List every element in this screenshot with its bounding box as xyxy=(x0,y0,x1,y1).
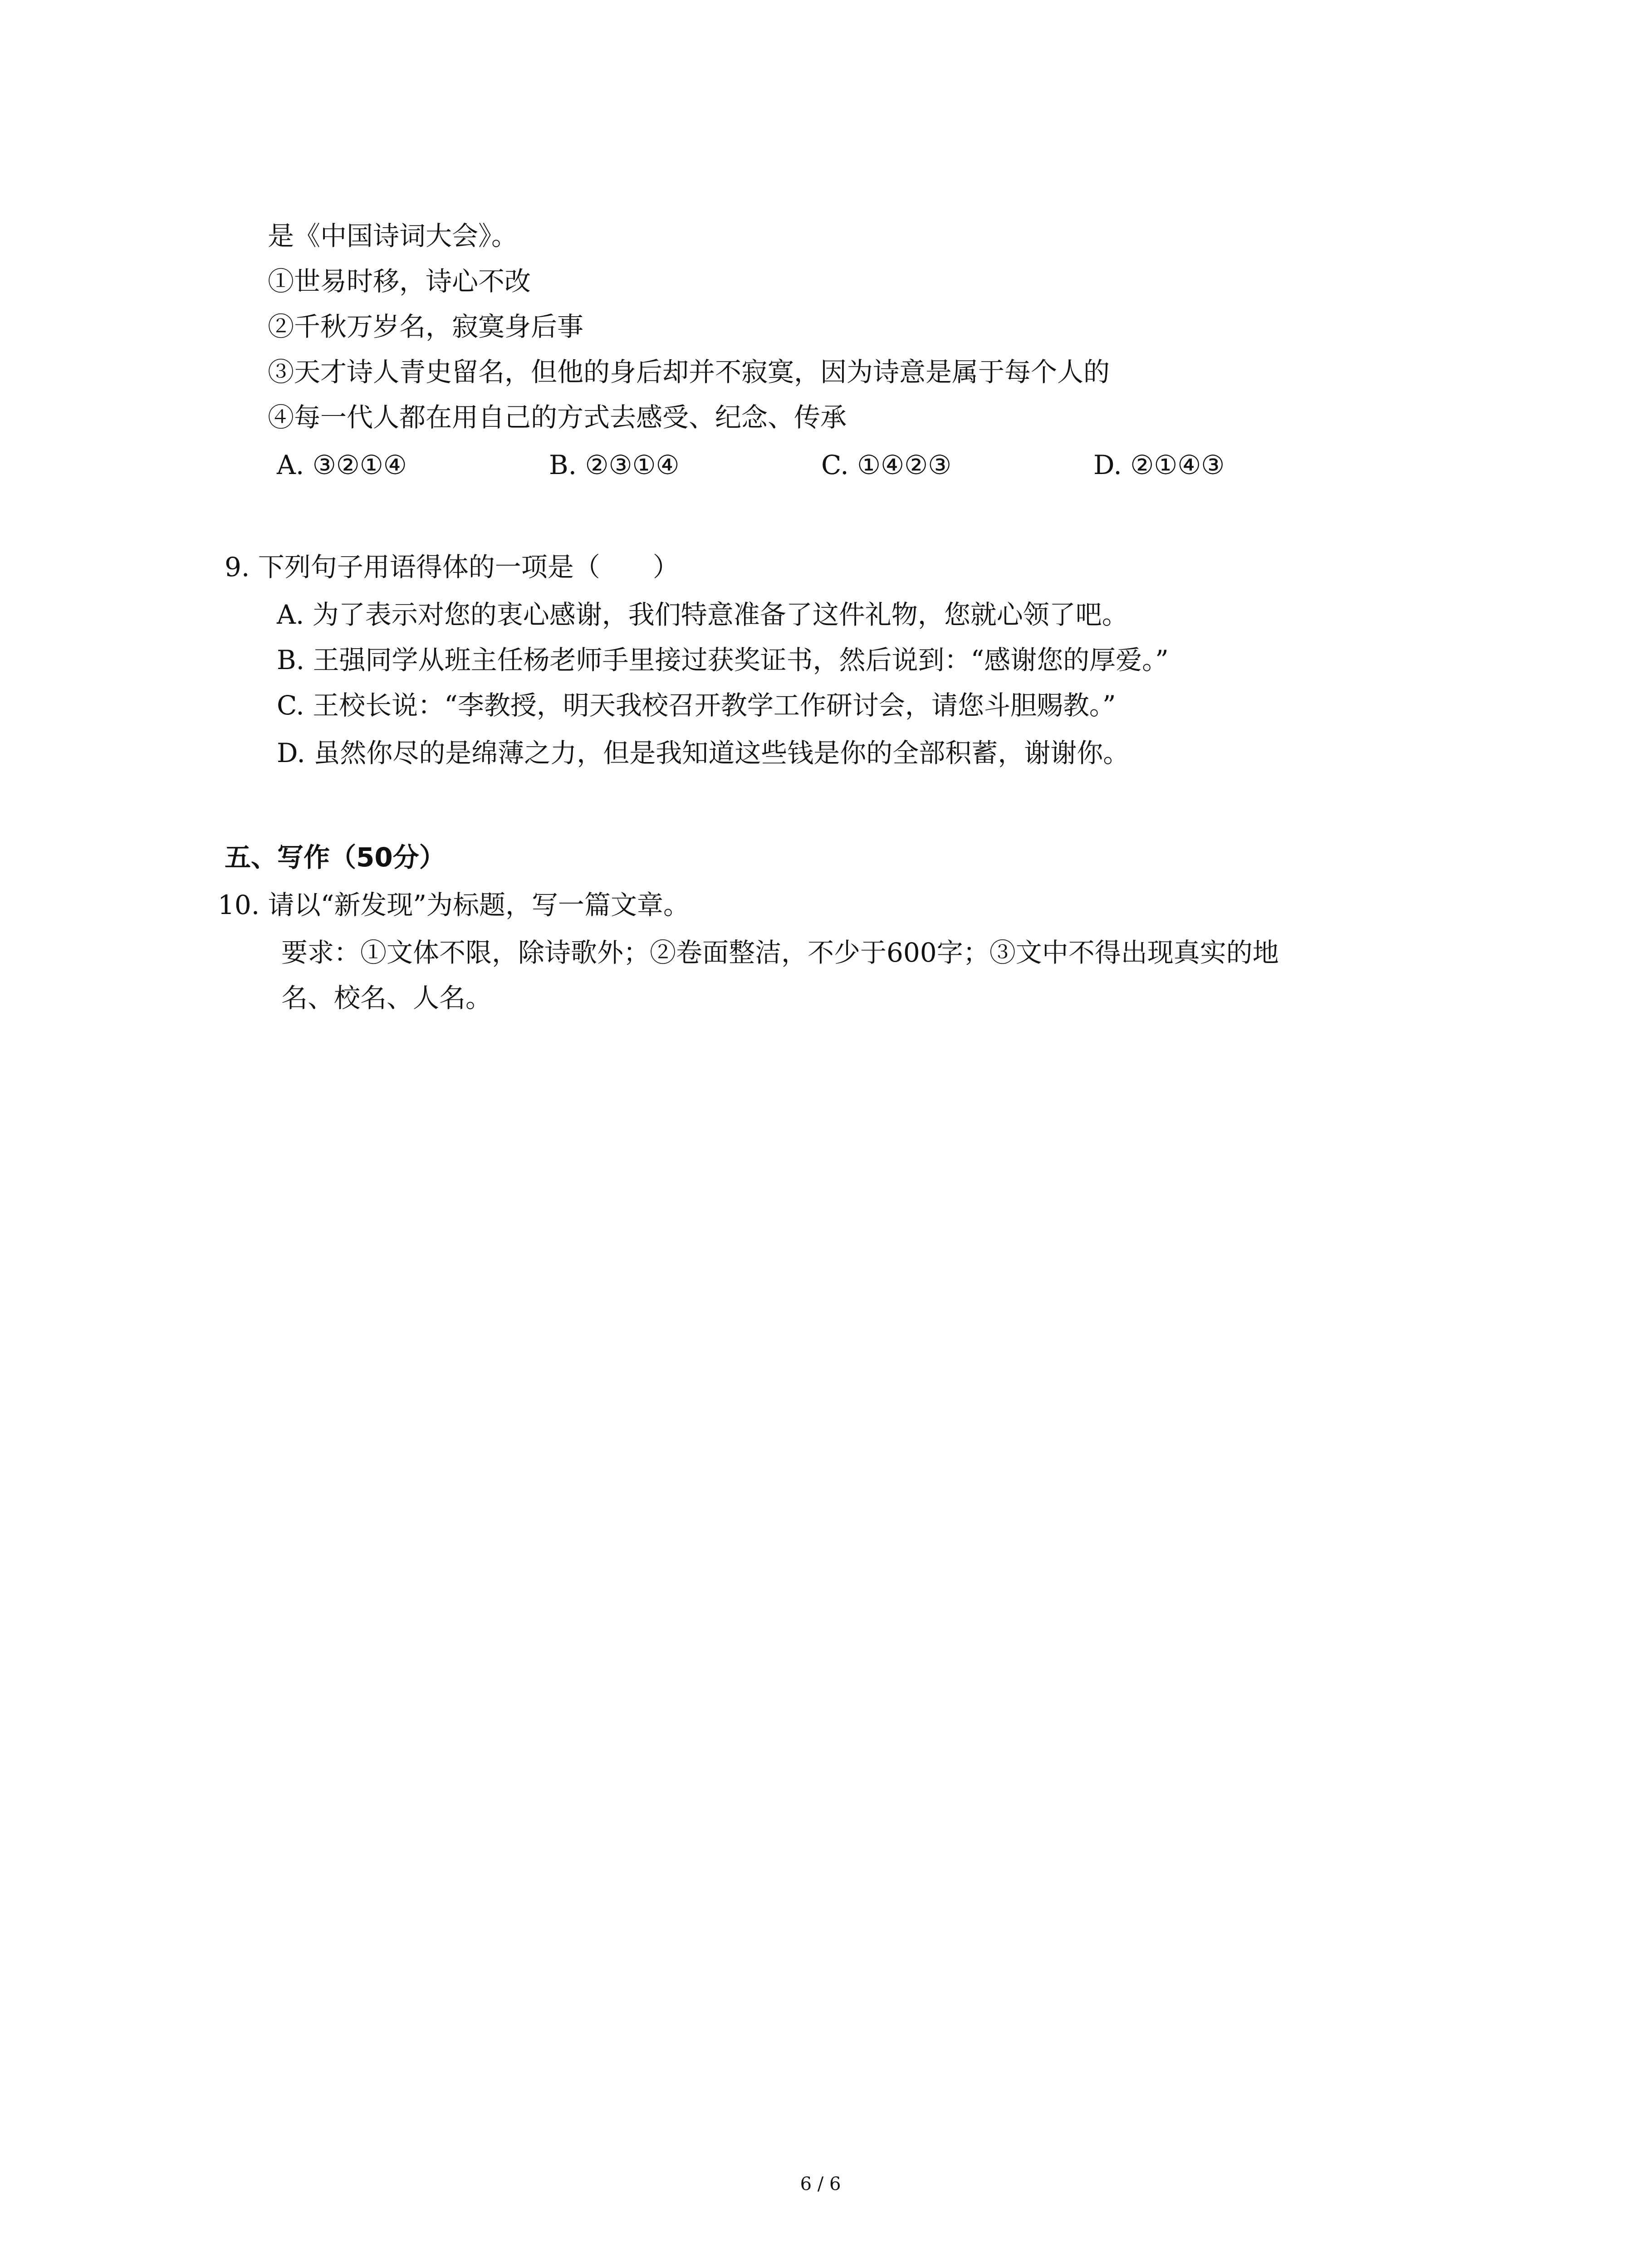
section-heading: 五、写作（50分） xyxy=(225,842,446,873)
q9-option-d: D. 虽然你尽的是绵薄之力，但是我知道这些钱是你的全部积蓄，谢谢你。 xyxy=(277,738,1130,768)
q8-item-2: ②千秋万岁名，寂寞身后事 xyxy=(268,311,584,342)
q9-option-c: C. 王校长说：“李教授，明天我校召开教学工作研讨会，请您斗胆赐教。” xyxy=(277,690,1116,721)
q8-option-b: B. ②③①④ xyxy=(549,450,680,480)
q8-item-3: ③天才诗人青史留名，但他的身后却并不寂寞，因为诗意是属于每个人的 xyxy=(268,357,1110,387)
page-number: 6 / 6 xyxy=(800,2174,841,2195)
q8-option-d: D. ②①④③ xyxy=(1093,450,1225,480)
q8-option-a: A. ③②①④ xyxy=(277,450,407,480)
q8-item-4: ④每一代人都在用自己的方式去感受、纪念、传承 xyxy=(268,402,847,433)
q10-requirements-line1: 要求：①文体不限，除诗歌外；②卷面整洁，不少于600字；③文中不得出现真实的地 xyxy=(281,937,1279,968)
q8-tail: 是《中国诗词大会》。 xyxy=(268,220,518,251)
q9-option-a: A. 为了表示对您的衷心感谢，我们特意准备了这件礼物，您就心领了吧。 xyxy=(277,599,1128,630)
q9-option-b: B. 王强同学从班主任杨老师手里接过获奖证书，然后说到：“感谢您的厚爱。” xyxy=(277,645,1169,675)
q10-stem: 10. 请以“新发现”为标题，写一篇文章。 xyxy=(218,890,690,920)
q10-requirements-line2: 名、校名、人名。 xyxy=(281,982,492,1013)
q9-stem: 9. 下列句子用语得体的一项是（ ） xyxy=(225,552,679,582)
q8-item-1: ①世易时移，诗心不改 xyxy=(268,266,531,297)
q8-option-c: C. ①④②③ xyxy=(821,450,952,480)
